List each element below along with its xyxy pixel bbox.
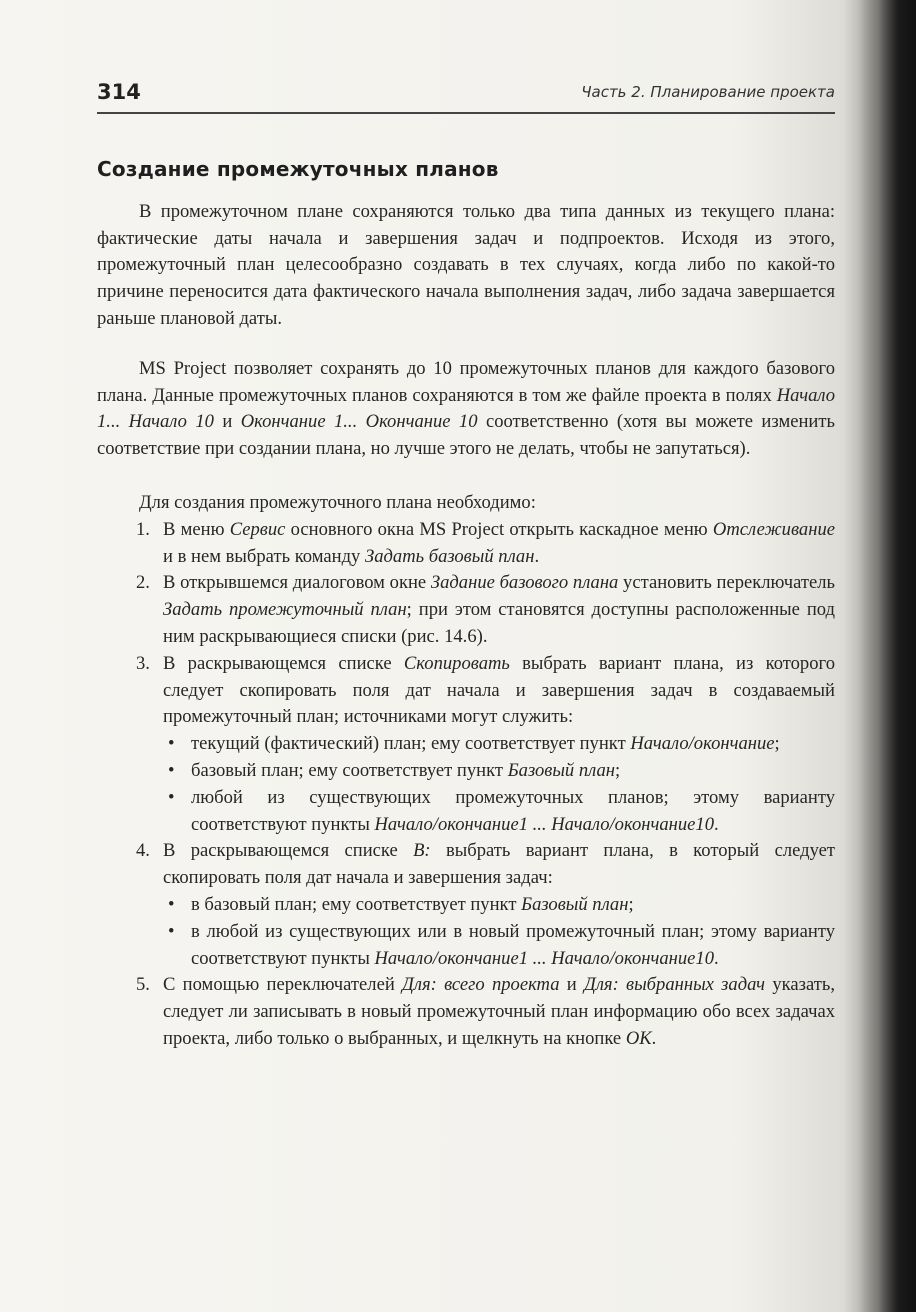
step-4-text-a: В раскрывающемся списке [163, 840, 414, 862]
bullet-punct: ; [628, 893, 634, 915]
step-number: 4. [136, 840, 150, 862]
paragraph-2 [97, 356, 835, 463]
step-1-menu-tracking: Отслеживание [712, 518, 835, 540]
step-5-text-a: С помощью переключателей [163, 974, 403, 996]
step-5-switch-all: Для: всего проекта [402, 974, 560, 996]
page-number: 314 [97, 80, 141, 104]
list-item [163, 892, 835, 919]
paragraph-3: Для создания промежуточного плана необходимо: [139, 491, 536, 513]
step-1-text-e: и в нем выбрать команду [163, 545, 365, 567]
list-item [163, 731, 835, 758]
bullet-text: любой из существующих промежуточных планов; этому варианту соответствуют пункты [191, 786, 835, 835]
running-head: Часть 2. Планирование проекта [581, 83, 835, 101]
step-5-switch-selected: Для: выбранных задач [583, 974, 766, 996]
step-4-text-c: выбрать вариант плана, в который следует скопировать поля дат начала и завершения задач: [163, 840, 835, 889]
bullet-text: в любой из существующих или в новый промежуточный план; этому варианту соответствуют пункты [191, 920, 835, 969]
step-4-list-to: В: [413, 840, 431, 862]
step-3 [97, 651, 835, 839]
bullet-punct: ; [774, 733, 780, 755]
step-number: 1. [136, 518, 150, 540]
step-5-text-c: и [559, 974, 584, 996]
step-number: 5. [136, 974, 150, 996]
step-number: 3. [136, 652, 150, 674]
step-5-ok-button-name: ОК [625, 1027, 652, 1049]
step-5-text-g: . [651, 1027, 657, 1049]
bullet-punct: . [714, 947, 719, 969]
bullet-option: Начало/окончание1 ... Начало/окончание10 [374, 813, 715, 835]
step-1-text-g: . [534, 545, 540, 567]
step-1-command: Задать базовый план [364, 545, 535, 567]
steps-list [97, 517, 835, 1053]
bullet-option: Базовый план [521, 893, 629, 915]
step-3-bullets [163, 731, 835, 838]
step-1-text-a: В меню [163, 518, 230, 540]
list-item [163, 785, 835, 839]
bullet-icon: • [168, 893, 175, 915]
bullet-icon: • [168, 733, 175, 755]
p2-field-start: Начало 1... Начало 10 [97, 384, 835, 433]
bullet-text: базовый план; ему соответствует пункт [191, 759, 508, 781]
section-title: Создание промежуточных планов [97, 157, 499, 181]
step-1-menu-service: Сервис [229, 518, 286, 540]
bullet-option: Начало/окончание1 ... Начало/окончание10 [374, 947, 715, 969]
step-5 [97, 972, 835, 1052]
p2-text-a: MS Project позволяет сохранять до 10 промежуточных планов для каждого базового плана. Данные промежуточных планов сохраняются в том же файле проекта в полях [97, 357, 835, 406]
p2-field-end: Окончание 1... Окончание 10 [240, 411, 478, 433]
page-header [97, 80, 835, 114]
step-4 [97, 838, 835, 972]
bullet-option: Начало/окончание [630, 733, 775, 755]
step-5-text-e: указать, следует ли записывать в новый промежуточный план информацию обо всех задачах проекта, либо только о выбранных, и щелкнуть на кнопке [163, 974, 835, 1049]
step-2-text-e: ; при этом становятся доступны расположенные под ним раскрывающиеся списки (рис. 14.6). [163, 599, 835, 647]
step-2-switch-name: Задать промежуточный план [163, 599, 407, 621]
step-1 [97, 517, 835, 571]
step-4-bullets [163, 892, 835, 972]
step-3-text-c: выбрать вариант плана, из которого следует скопировать поля дат начала и завершения задач в создаваемый промежуточный план; источниками могут служить: [163, 652, 835, 728]
bullet-icon: • [168, 920, 175, 942]
bullet-punct: ; [615, 759, 621, 781]
list-item [163, 758, 835, 785]
bullet-punct: . [714, 813, 719, 835]
step-2-text-a: В открывшемся диалоговом окне [163, 572, 431, 594]
step-3-text-a: В раскрывающемся списке [163, 652, 404, 674]
bullet-option: Базовый план [507, 759, 616, 781]
step-3-list-copy: Скопировать [403, 652, 510, 674]
step-2-dialog-name: Задание базового плана [430, 572, 619, 594]
paragraph-1: В промежуточном плане сохраняются только два типа данных из текущего плана: фактические даты начала и завершения задач и подпроектов. Исходя из этого, промежуточный план целесообразно создавать в тех случаях, когда либо по какой-то причине переносится дата фактического начала выполнения задач, либо задача завершается раньше плановой даты. [97, 200, 835, 329]
p2-text-e: соответственно (хотя вы можете изменить соответствие при создании плана, но лучше этого не делать, чтобы не запутаться). [97, 411, 835, 460]
step-number: 2. [136, 572, 150, 594]
step-2 [97, 570, 835, 650]
page-content [97, 150, 835, 1053]
step-2-text-c: установить переключатель [618, 572, 836, 594]
list-item [163, 919, 835, 973]
p2-text-c: и [213, 411, 241, 433]
bullet-text: в базовый план; ему соответствует пункт [191, 893, 522, 915]
bullet-text: текущий (фактический) план; ему соответствует пункт [191, 733, 631, 755]
step-1-text-c: основного окна MS Project открыть каскадное меню [285, 518, 713, 540]
book-spine-shadow [858, 0, 916, 1312]
bullet-icon: • [168, 759, 175, 781]
bullet-icon: • [168, 786, 175, 808]
